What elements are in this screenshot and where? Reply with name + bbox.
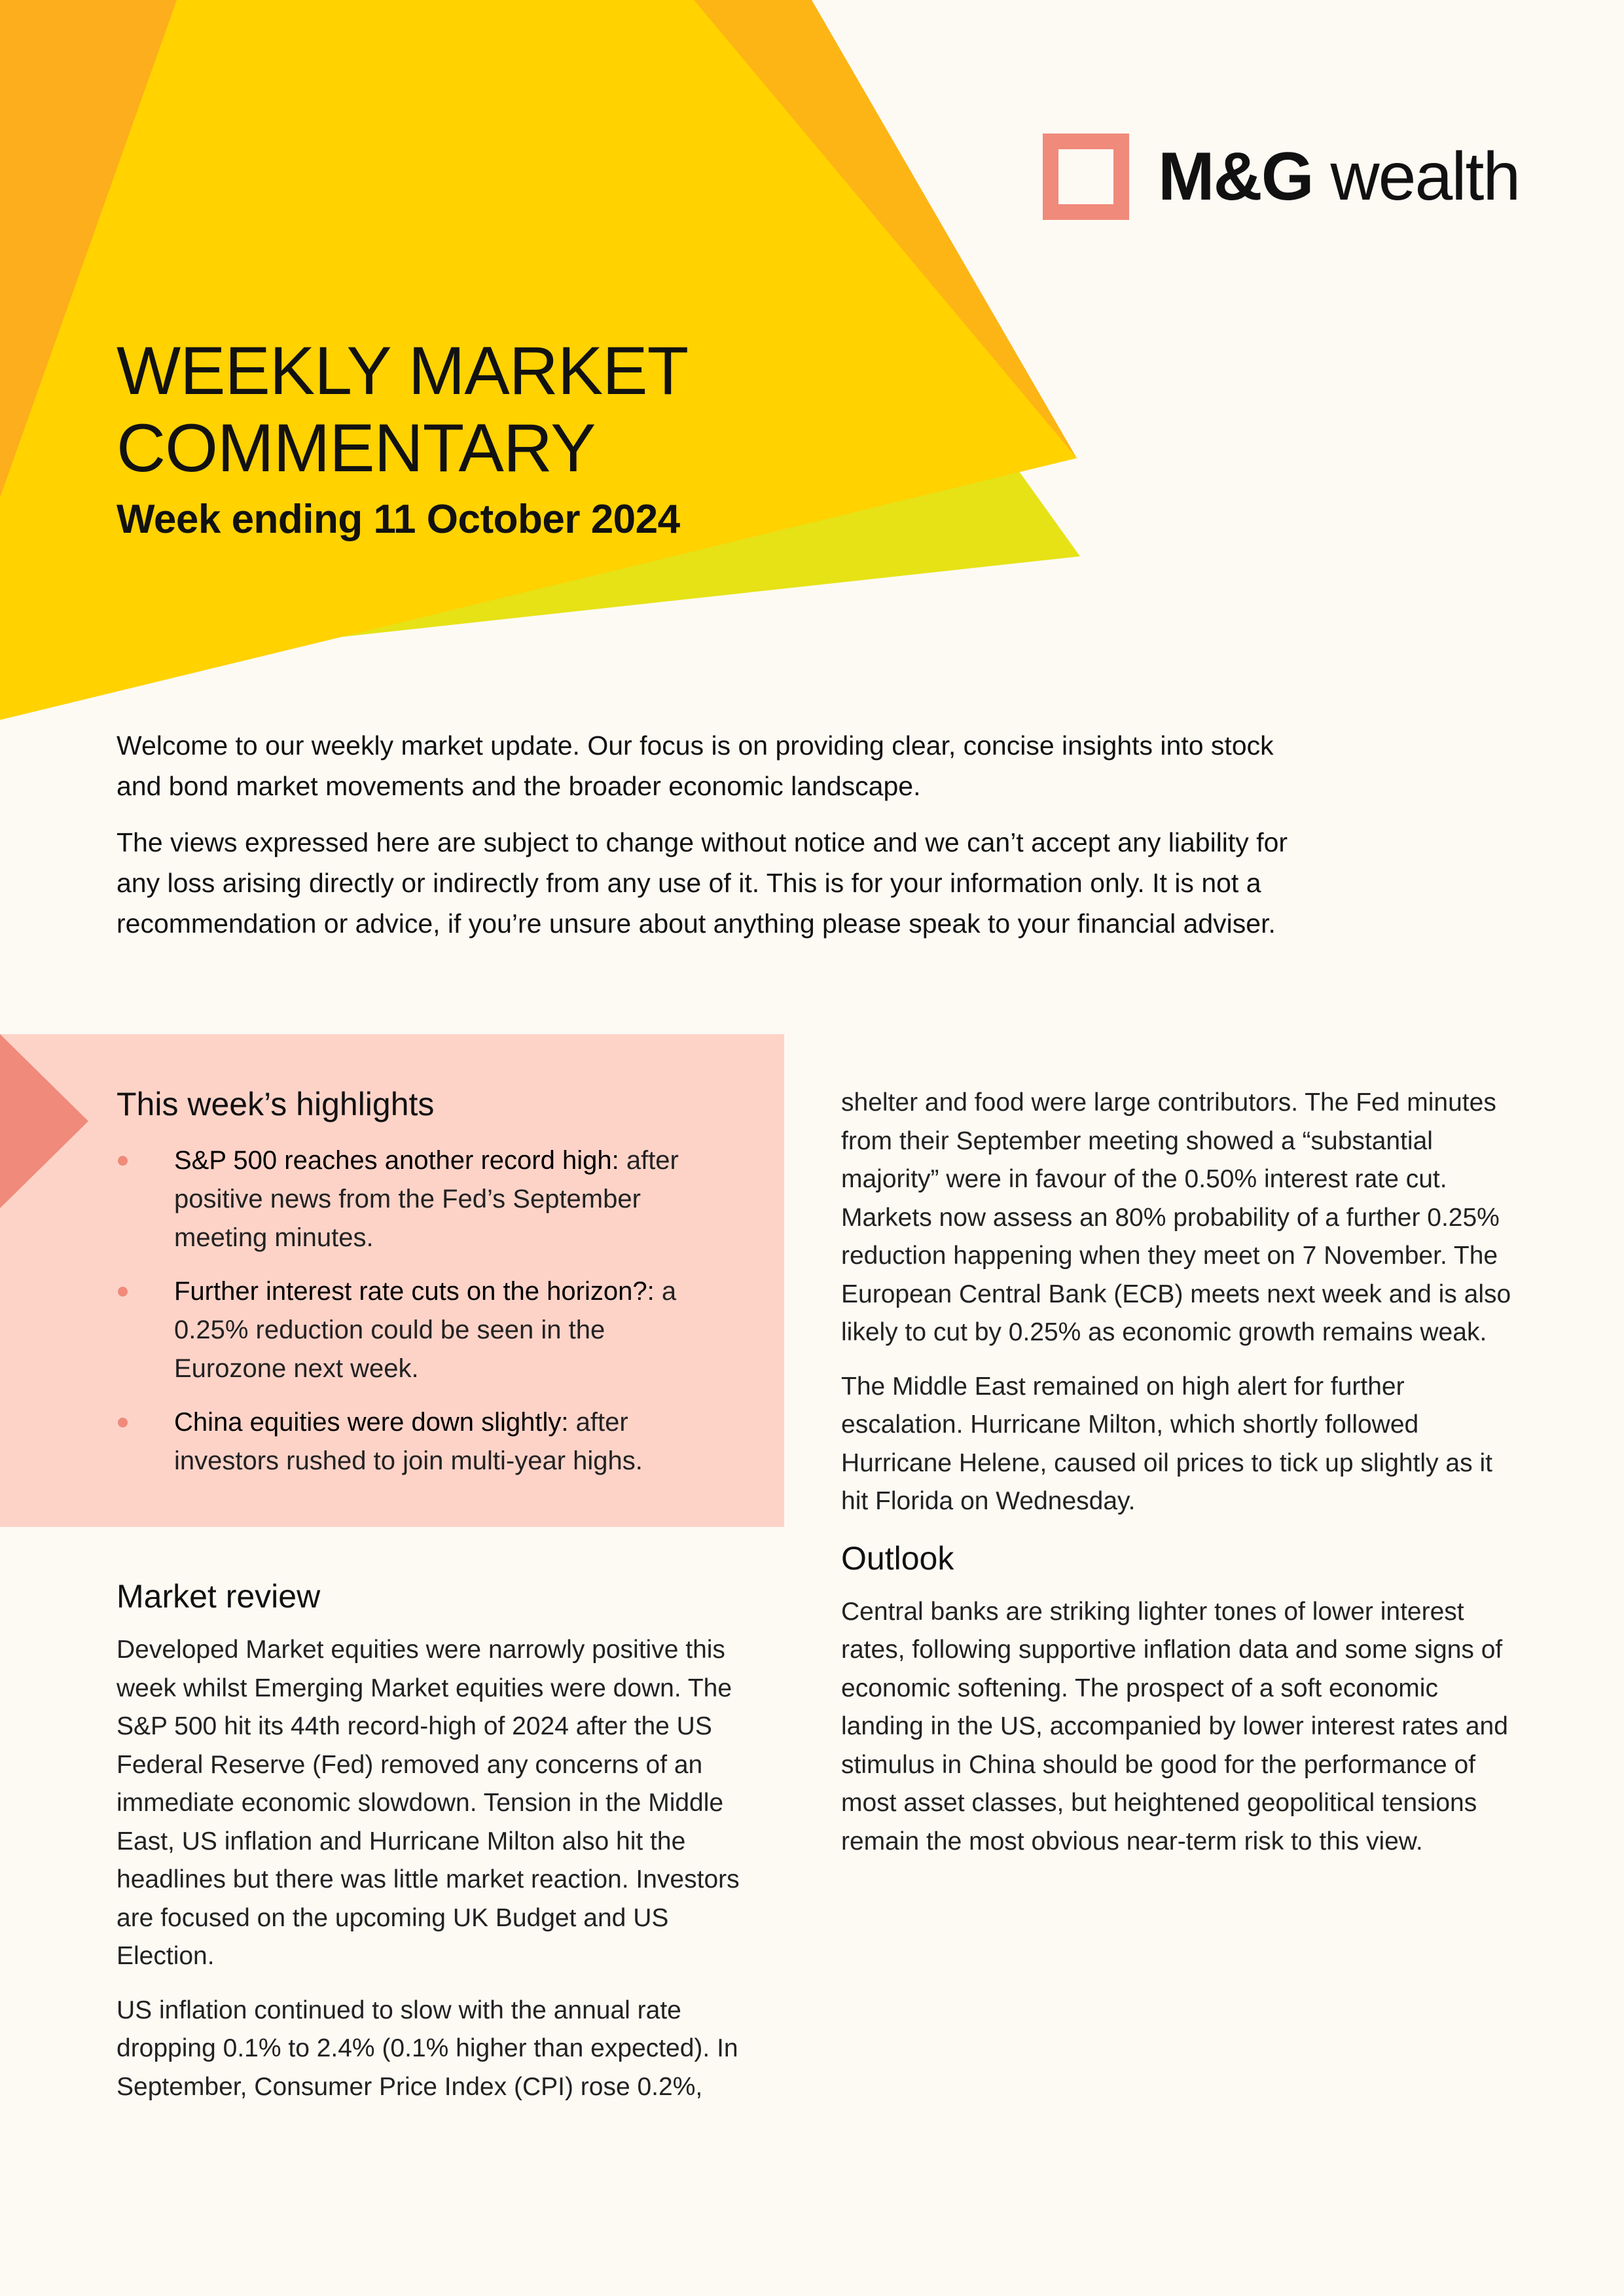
- market-review-paragraph: US inflation continued to slow with the annual rate dropping 0.1% to 2.4% (0.1% higher than expected). In September, Consumer Price Index (CPI) rose 0.2%,: [117, 1996, 738, 2101]
- intro-section: [117, 725, 1295, 960]
- brand-logo: [1043, 134, 1519, 220]
- highlight-text: a 0.25% reduction could be seen in the Eurozone next week.: [174, 1277, 677, 1383]
- highlight-lead: S&P 500 reaches another record high:: [174, 1146, 619, 1175]
- intro-paragraph: Welcome to our weekly market update. Our focus is on providing clear, concise insights into stock and bond market movements and the broader economic landscape.: [117, 730, 1274, 801]
- highlight-item: [117, 1403, 693, 1480]
- market-review-section: [117, 1577, 771, 2122]
- highlight-lead: China equities were down slightly:: [174, 1408, 569, 1437]
- brand-wordmark: [1158, 139, 1520, 215]
- highlights-arrow-icon: [0, 1034, 88, 1208]
- page-subtitle: Week ending 11 October 2024: [117, 497, 680, 542]
- market-review-paragraph: shelter and food were large contributors. The Fed minutes from their September meeting showed a “substantial majority” were in favour of the 0.50% interest rate cut. Markets now assess an 80% probability of a further 0.25% reduction happening when they meet on 7 November. The European Central Bank (ECB) meets next week and is also likely to cut by 0.25% as economic growth remains weak.: [841, 1088, 1511, 1346]
- bullet-dot-icon: [118, 1287, 128, 1297]
- market-review-heading: Market review: [117, 1578, 321, 1615]
- outlook-paragraph: Central banks are striking lighter tones of lower interest rates, following supportive inflation data and some signs of economic softening. The prospect of a soft economic landing in the US, accompanied by lower interest rates and stimulus in China should be good for the performance of most asset classes, but heightened geopolitical tensions remain the most obvious near-term risk to this view.: [841, 1597, 1508, 1856]
- market-review-paragraph: Developed Market equities were narrowly positive this week whilst Emerging Market equities were down. The S&P 500 hit its 44th record-high of 2024 after the US Federal Reserve (Fed) removed any concerns of an immediate economic slowdown. Tension in the Middle East, US inflation and Hurricane Milton also hit the headlines but there was little market reaction. Investors are focused on the upcoming UK Budget and US Election.: [117, 1636, 740, 1970]
- right-column: [841, 1084, 1515, 1876]
- disclaimer-paragraph: The views expressed here are subject to change without notice and we can’t accept any liability for any loss arising directly or indirectly from any use of it. This is for your information only. It is not a recommendation or advice, if you’re unsure about anything please speak to your financial adviser.: [117, 827, 1288, 939]
- bullet-dot-icon: [118, 1418, 128, 1427]
- market-review-paragraph: The Middle East remained on high alert for further escalation. Hurricane Milton, which shortly followed Hurricane Helene, caused oil prices to tick up slightly as it hit Florida on Wednesday.: [841, 1372, 1492, 1515]
- highlights-title: This week’s highlights: [117, 1086, 435, 1122]
- page-title: WEEKLY MARKET COMMENTARY: [117, 333, 689, 486]
- brand-square-icon: [1043, 134, 1129, 220]
- outlook-heading: Outlook: [841, 1539, 954, 1577]
- highlight-text: after positive news from the Fed’s September meeting minutes.: [174, 1146, 679, 1252]
- brand-name-light: wealth: [1330, 139, 1520, 215]
- brand-name-bold: M&G: [1158, 139, 1313, 215]
- highlight-lead: Further interest rate cuts on the horizon?:: [174, 1277, 655, 1306]
- bullet-dot-icon: [118, 1156, 128, 1166]
- highlight-item: [117, 1141, 693, 1257]
- highlights-list: [117, 1141, 693, 1496]
- highlight-text: after investors rushed to join multi-year highs.: [174, 1408, 643, 1475]
- highlight-item: [117, 1272, 693, 1388]
